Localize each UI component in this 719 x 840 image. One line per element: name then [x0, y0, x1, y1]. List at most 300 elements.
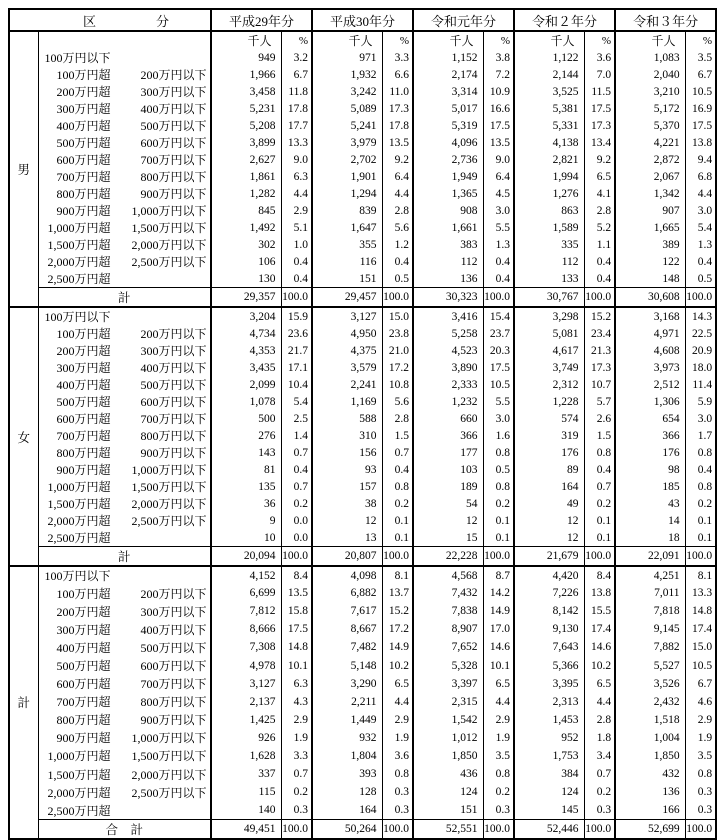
count-cell: 1,012 [413, 729, 483, 747]
percent-cell: 10.4 [281, 376, 312, 393]
percent-cell: 1.0 [281, 236, 312, 253]
percent-cell: 1.5 [382, 427, 413, 444]
percent-cell: 100.0 [584, 819, 615, 839]
percent-cell: 14.8 [685, 602, 716, 620]
table-row [9, 236, 716, 253]
bracket-label [38, 376, 211, 393]
percent-cell: 0.7 [382, 444, 413, 461]
percent-cell: 0.5 [483, 461, 514, 478]
count-cell: 116 [312, 253, 382, 270]
table-row [9, 49, 716, 66]
count-cell: 654 [615, 410, 685, 427]
bracket-label [38, 66, 211, 83]
percent-cell: 2.9 [685, 711, 716, 729]
count-cell: 6,699 [211, 584, 281, 602]
count-cell: 4,375 [312, 342, 382, 359]
count-cell: 1,449 [312, 711, 382, 729]
percent-cell: 15.0 [382, 307, 413, 325]
bracket-lower: 1,500万円超 [47, 238, 111, 252]
percent-cell: 0.0 [281, 512, 312, 529]
count-cell: 157 [312, 478, 382, 495]
percent-cell: 14.9 [382, 638, 413, 656]
percent-cell: 14.6 [483, 638, 514, 656]
bracket-lower: 200万円超 [56, 344, 111, 358]
percent-cell: 9.2 [382, 151, 413, 168]
bracket-upper: 300万円以下 [140, 85, 207, 99]
percent-cell: 14.3 [685, 307, 716, 325]
subtotal-row [9, 547, 716, 567]
bracket-upper: 2,500万円以下 [131, 514, 207, 528]
count-cell: 38 [312, 495, 382, 512]
percent-cell: 9.2 [584, 151, 615, 168]
count-cell: 164 [514, 478, 584, 495]
count-cell: 1,122 [514, 49, 584, 66]
bracket-upper: 600万円以下 [140, 136, 207, 150]
bracket-upper: 1,500万円以下 [131, 480, 207, 494]
count-cell: 22,228 [413, 547, 483, 567]
percent-cell: 4.4 [584, 693, 615, 711]
count-cell: 122 [615, 253, 685, 270]
percent-cell: 15.0 [685, 638, 716, 656]
percent-cell: 22.5 [685, 325, 716, 342]
bracket-lower: 900万円超 [56, 731, 111, 746]
table-row [9, 675, 716, 693]
bracket-lower: 800万円超 [56, 446, 111, 460]
percent-cell: 10.5 [685, 656, 716, 674]
percent-cell: 6.4 [483, 168, 514, 185]
percent-cell: 0.4 [281, 461, 312, 478]
year-header-r3: 令和３年分 [615, 9, 716, 31]
percent-cell: 13.7 [382, 584, 413, 602]
header-row [9, 9, 716, 31]
percent-cell: 6.8 [685, 168, 716, 185]
count-cell: 2,821 [514, 151, 584, 168]
percent-cell: 1.3 [483, 236, 514, 253]
count-cell: 8,907 [413, 620, 483, 638]
table-row [9, 444, 716, 461]
bracket-label [38, 478, 211, 495]
bracket-lower: 100万円超 [56, 68, 111, 82]
count-cell: 2,872 [615, 151, 685, 168]
count-cell: 1,661 [413, 219, 483, 236]
count-cell: 128 [312, 783, 382, 801]
count-cell: 115 [211, 783, 281, 801]
table-row [9, 620, 716, 638]
bracket-upper: 700万円以下 [140, 677, 207, 692]
count-cell: 176 [615, 444, 685, 461]
count-cell: 133 [514, 270, 584, 288]
bracket-lower: 2,000万円超 [47, 255, 111, 269]
count-cell: 1,589 [514, 219, 584, 236]
percent-cell: 0.5 [382, 270, 413, 288]
percent-cell: 11.4 [685, 376, 716, 393]
percent-cell: 5.6 [382, 393, 413, 410]
count-cell: 389 [615, 236, 685, 253]
year-header-h29: 平成29年分 [211, 9, 312, 31]
count-cell: 18 [615, 529, 685, 547]
count-cell: 12 [514, 512, 584, 529]
table-row [9, 747, 716, 765]
bracket-upper: 600万円以下 [140, 659, 207, 674]
count-cell: 8,666 [211, 620, 281, 638]
bracket-label [38, 307, 211, 325]
percent-cell: 23.6 [281, 325, 312, 342]
bracket-upper: 300万円以下 [140, 604, 207, 619]
count-cell: 4,971 [615, 325, 685, 342]
bracket-label [38, 801, 211, 819]
percent-cell: 0.8 [483, 478, 514, 495]
percent-cell: 5.2 [584, 219, 615, 236]
count-cell: 124 [514, 783, 584, 801]
count-cell: 1,647 [312, 219, 382, 236]
percent-cell: 100.0 [382, 288, 413, 308]
bracket-upper: 800万円以下 [140, 695, 207, 710]
percent-cell: 21.3 [584, 342, 615, 359]
count-cell: 103 [413, 461, 483, 478]
bracket-lower: 800万円超 [56, 713, 111, 728]
count-cell: 7,617 [312, 602, 382, 620]
bracket-lower: 100万円以下 [44, 310, 111, 324]
percent-cell: 16.9 [685, 100, 716, 117]
count-cell: 189 [413, 478, 483, 495]
table-row [9, 427, 716, 444]
count-cell: 5,231 [211, 100, 281, 117]
count-cell: 185 [615, 478, 685, 495]
count-cell: 907 [615, 202, 685, 219]
percent-cell: 17.4 [685, 620, 716, 638]
bracket-label [38, 783, 211, 801]
count-cell: 1,542 [413, 711, 483, 729]
percent-cell: 11.0 [382, 83, 413, 100]
count-cell: 1,994 [514, 168, 584, 185]
percent-cell: 0.3 [685, 783, 716, 801]
percent-cell: 3.0 [685, 202, 716, 219]
percent-cell: 0.8 [382, 478, 413, 495]
count-cell: 1,901 [312, 168, 382, 185]
count-cell: 276 [211, 427, 281, 444]
table-row [9, 461, 716, 478]
count-cell: 20,094 [211, 547, 281, 567]
bracket-lower: 1,000万円超 [47, 480, 111, 494]
bracket-upper: 700万円以下 [140, 153, 207, 167]
percent-cell: 0.4 [584, 270, 615, 288]
count-cell: 164 [312, 801, 382, 819]
count-cell: 151 [413, 801, 483, 819]
percent-cell: 0.8 [685, 478, 716, 495]
bracket-upper: 1,000万円以下 [131, 731, 207, 746]
count-cell: 3,435 [211, 359, 281, 376]
count-cell: 1,282 [211, 185, 281, 202]
count-cell: 4,098 [312, 566, 382, 584]
bracket-label [38, 393, 211, 410]
bracket-lower: 2,500万円超 [47, 803, 111, 818]
count-cell: 3,395 [514, 675, 584, 693]
table-row [9, 202, 716, 219]
percent-cell: 0.2 [382, 495, 413, 512]
table-row [9, 376, 716, 393]
percent-cell: 8.1 [685, 566, 716, 584]
percent-cell: 0.2 [281, 495, 312, 512]
unit-percent-label: % [382, 31, 413, 49]
percent-cell: 8.7 [483, 566, 514, 584]
count-cell: 5,331 [514, 117, 584, 134]
count-cell: 5,081 [514, 325, 584, 342]
bracket-label [38, 427, 211, 444]
bracket-label [38, 461, 211, 478]
percent-cell: 4.3 [281, 693, 312, 711]
table-row [9, 219, 716, 236]
subtotal-label: 計 [38, 288, 211, 308]
count-cell: 383 [413, 236, 483, 253]
unit-count-label: 千人 [312, 31, 382, 49]
bracket-lower: 2,000万円超 [47, 514, 111, 528]
subtotal-row [9, 288, 716, 308]
percent-cell: 17.5 [483, 117, 514, 134]
bracket-label [38, 602, 211, 620]
count-cell: 3,579 [312, 359, 382, 376]
count-cell: 98 [615, 461, 685, 478]
percent-cell: 11.8 [281, 83, 312, 100]
count-cell: 3,290 [312, 675, 382, 693]
count-cell: 5,148 [312, 656, 382, 674]
percent-cell: 9.4 [685, 151, 716, 168]
percent-cell: 23.7 [483, 325, 514, 342]
percent-cell: 0.3 [584, 801, 615, 819]
bracket-lower: 400万円超 [56, 378, 111, 392]
percent-cell: 0.4 [281, 270, 312, 288]
bracket-upper: 500万円以下 [140, 119, 207, 133]
count-cell: 136 [413, 270, 483, 288]
percent-cell: 3.5 [685, 49, 716, 66]
percent-cell: 23.4 [584, 325, 615, 342]
count-cell: 22,091 [615, 547, 685, 567]
bracket-lower: 900万円超 [56, 204, 111, 218]
percent-cell: 17.5 [483, 359, 514, 376]
percent-cell: 4.4 [483, 693, 514, 711]
count-cell: 12 [413, 512, 483, 529]
count-cell: 1,365 [413, 185, 483, 202]
percent-cell: 14.6 [584, 638, 615, 656]
table-row [9, 168, 716, 185]
percent-cell: 17.8 [281, 100, 312, 117]
count-cell: 384 [514, 765, 584, 783]
count-cell: 1,004 [615, 729, 685, 747]
bracket-upper: 700万円以下 [140, 412, 207, 426]
percent-cell: 10.1 [483, 656, 514, 674]
table-row [9, 711, 716, 729]
count-cell: 49,451 [211, 819, 281, 839]
count-cell: 952 [514, 729, 584, 747]
bracket-upper: 800万円以下 [140, 429, 207, 443]
percent-cell: 0.2 [584, 495, 615, 512]
count-cell: 81 [211, 461, 281, 478]
bracket-label [38, 325, 211, 342]
count-cell: 135 [211, 478, 281, 495]
percent-cell: 1.2 [382, 236, 413, 253]
table-row [9, 66, 716, 83]
count-cell: 926 [211, 729, 281, 747]
percent-cell: 100.0 [382, 547, 413, 567]
count-cell: 2,333 [413, 376, 483, 393]
count-cell: 2,512 [615, 376, 685, 393]
bracket-lower: 300万円超 [56, 361, 111, 375]
percent-cell: 0.8 [685, 765, 716, 783]
count-cell: 30,608 [615, 288, 685, 308]
percent-cell: 10.7 [584, 376, 615, 393]
percent-cell: 5.4 [281, 393, 312, 410]
count-cell: 1,932 [312, 66, 382, 83]
bracket-lower: 2,500万円超 [47, 531, 111, 545]
percent-cell: 3.6 [382, 747, 413, 765]
count-cell: 5,328 [413, 656, 483, 674]
percent-cell: 0.4 [685, 461, 716, 478]
count-cell: 7,643 [514, 638, 584, 656]
count-cell: 4,353 [211, 342, 281, 359]
count-cell: 5,319 [413, 117, 483, 134]
table-row [9, 270, 716, 288]
percent-cell: 2.9 [281, 202, 312, 219]
percent-cell: 3.6 [584, 49, 615, 66]
percent-cell: 0.8 [685, 444, 716, 461]
percent-cell: 5.4 [685, 219, 716, 236]
bracket-lower: 100万円以下 [44, 569, 111, 584]
count-cell: 10 [211, 529, 281, 547]
percent-cell: 3.5 [685, 747, 716, 765]
count-cell: 4,978 [211, 656, 281, 674]
count-cell: 2,040 [615, 66, 685, 83]
percent-cell: 13.8 [584, 584, 615, 602]
table-row [9, 566, 716, 584]
bracket-label [38, 270, 211, 288]
bracket-upper: 200万円以下 [140, 586, 207, 601]
count-cell: 15 [413, 529, 483, 547]
percent-cell: 10.1 [281, 656, 312, 674]
percent-cell: 6.5 [584, 168, 615, 185]
percent-cell: 0.2 [685, 495, 716, 512]
count-cell: 49 [514, 495, 584, 512]
count-cell: 3,416 [413, 307, 483, 325]
percent-cell: 17.3 [382, 100, 413, 117]
count-cell: 1,453 [514, 711, 584, 729]
count-cell: 366 [413, 427, 483, 444]
percent-cell: 17.0 [483, 620, 514, 638]
percent-cell: 1.1 [584, 236, 615, 253]
unit-percent-label: % [685, 31, 716, 49]
percent-cell: 0.3 [685, 801, 716, 819]
count-cell: 14 [615, 512, 685, 529]
count-cell: 839 [312, 202, 382, 219]
count-cell: 3,526 [615, 675, 685, 693]
percent-cell: 20.9 [685, 342, 716, 359]
percent-cell: 1.8 [584, 729, 615, 747]
unit-count-label: 千人 [514, 31, 584, 49]
bracket-label [38, 512, 211, 529]
bracket-label [38, 656, 211, 674]
count-cell: 30,767 [514, 288, 584, 308]
bracket-lower: 600万円超 [56, 412, 111, 426]
count-cell: 6,882 [312, 584, 382, 602]
count-cell: 4,251 [615, 566, 685, 584]
percent-cell: 6.5 [483, 675, 514, 693]
table-row [9, 765, 716, 783]
percent-cell: 0.1 [382, 512, 413, 529]
percent-cell: 6.6 [382, 66, 413, 83]
unit-count-label: 千人 [211, 31, 281, 49]
table-row [9, 584, 716, 602]
percent-cell: 0.1 [685, 512, 716, 529]
percent-cell: 2.9 [281, 711, 312, 729]
count-cell: 7,882 [615, 638, 685, 656]
percent-cell: 0.3 [382, 783, 413, 801]
percent-cell: 100.0 [382, 819, 413, 839]
count-cell: 9 [211, 512, 281, 529]
percent-cell: 10.5 [483, 376, 514, 393]
count-cell: 3,298 [514, 307, 584, 325]
bracket-lower: 800万円超 [56, 187, 111, 201]
count-cell: 2,312 [514, 376, 584, 393]
count-cell: 4,568 [413, 566, 483, 584]
count-cell: 2,211 [312, 693, 382, 711]
count-cell: 1,306 [615, 393, 685, 410]
percent-cell: 1.7 [685, 427, 716, 444]
count-cell: 2,432 [615, 693, 685, 711]
percent-cell: 6.3 [281, 675, 312, 693]
bracket-upper: 1,500万円以下 [131, 221, 207, 235]
count-cell: 93 [312, 461, 382, 478]
count-cell: 1,850 [413, 747, 483, 765]
percent-cell: 11.5 [584, 83, 615, 100]
count-cell: 319 [514, 427, 584, 444]
percent-cell: 0.4 [281, 253, 312, 270]
percent-cell: 5.9 [685, 393, 716, 410]
bracket-label [38, 168, 211, 185]
percent-cell: 100.0 [281, 288, 312, 308]
count-cell: 1,083 [615, 49, 685, 66]
percent-cell: 17.1 [281, 359, 312, 376]
bracket-upper: 900万円以下 [140, 187, 207, 201]
bracket-upper: 800万円以下 [140, 170, 207, 184]
count-cell: 863 [514, 202, 584, 219]
bracket-upper: 200万円以下 [140, 68, 207, 82]
count-cell: 1,169 [312, 393, 382, 410]
bracket-label [38, 100, 211, 117]
percent-cell: 0.4 [382, 253, 413, 270]
bracket-upper: 200万円以下 [140, 327, 207, 341]
table-row [9, 410, 716, 427]
bracket-label [38, 584, 211, 602]
bracket-label [38, 675, 211, 693]
percent-cell: 3.2 [281, 49, 312, 66]
grand-total-row [9, 819, 716, 839]
percent-cell: 13.8 [685, 134, 716, 151]
bracket-lower: 2,500万円超 [47, 272, 111, 286]
count-cell: 1,078 [211, 393, 281, 410]
bracket-label [38, 620, 211, 638]
bracket-upper: 2,000万円以下 [131, 497, 207, 511]
count-cell: 7,308 [211, 638, 281, 656]
percent-cell: 100.0 [685, 819, 716, 839]
percent-cell: 17.5 [685, 117, 716, 134]
percent-cell: 17.8 [382, 117, 413, 134]
percent-cell: 5.7 [584, 393, 615, 410]
count-cell: 5,258 [413, 325, 483, 342]
count-cell: 971 [312, 49, 382, 66]
count-cell: 136 [615, 783, 685, 801]
count-cell: 176 [514, 444, 584, 461]
count-cell: 3,890 [413, 359, 483, 376]
bracket-lower: 2,000万円超 [47, 785, 111, 800]
bracket-upper: 900万円以下 [140, 713, 207, 728]
